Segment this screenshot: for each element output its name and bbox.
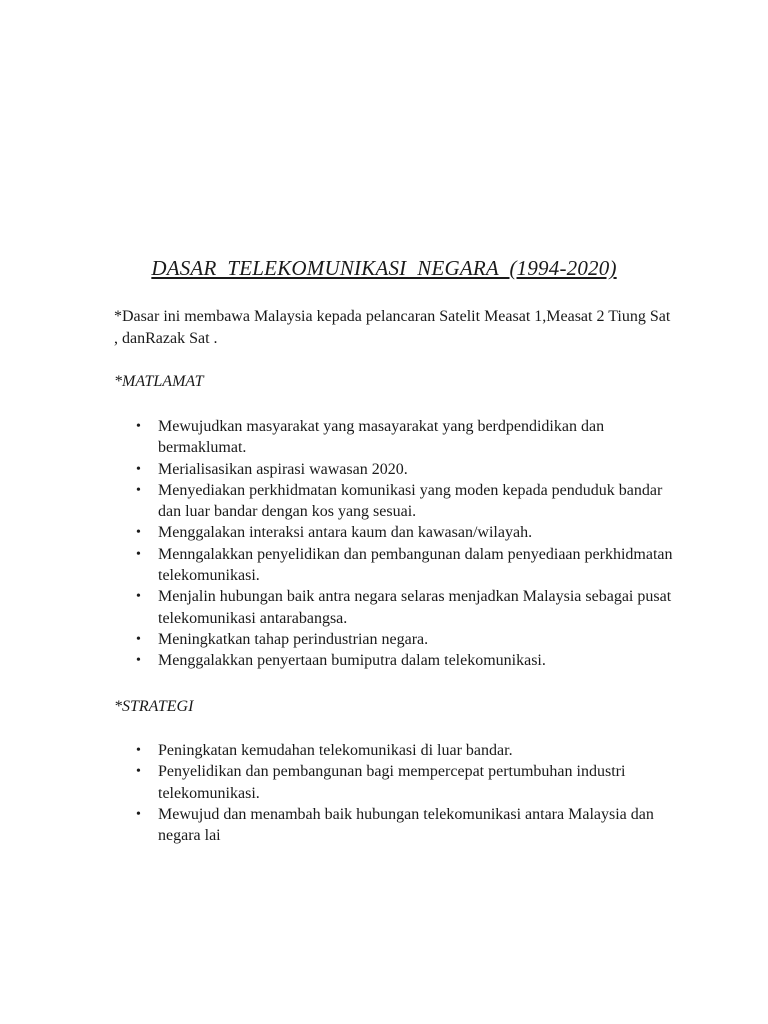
list-item [114, 650, 674, 671]
matlamat-heading: *MATLAMAT [114, 373, 204, 390]
list-item-text: Menggalakan interaksi antara kaum dan kawasan/wilayah. [158, 524, 533, 542]
bullet-icon: • [136, 653, 141, 669]
matlamat-list [114, 416, 674, 672]
list-item-text: Mewujudkan masyarakat yang masayarakat yang berdpendidikan dan bermaklumat. [158, 418, 605, 457]
list-item [114, 544, 674, 587]
bullet-icon: • [136, 743, 141, 758]
list-item-text: Menjalin hubungan baik antra negara selaras menjadkan Malaysia sebagai pusat telekomunikasi antarabangsa. [158, 588, 672, 627]
list-item [114, 416, 674, 459]
list-item-text: Menggalakkan penyertaan bumiputra dalam telekomunikasi. [158, 652, 546, 670]
strategi-list [114, 740, 674, 846]
list-item-text: Peningkatan kemudahan telekomunikasi di luar bandar. [158, 742, 513, 759]
list-item [114, 522, 674, 543]
list-item [114, 480, 674, 523]
bullet-icon: • [136, 631, 141, 647]
list-item-text: Mewujud dan menambah baik hubungan telekomunikasi antara Malaysia dan negara lai [158, 805, 654, 845]
list-item-text: Menngalakkan penyelidikan dan pembangunan dalam penyediaan perkhidmatan telekomunikasi. [158, 545, 673, 585]
bullet-icon: • [136, 589, 141, 605]
list-item [114, 629, 674, 650]
list-item-text: Menyediakan perkhidmatan komunikasi yang moden kepada penduduk bandar dan luar bandar dengan kos yang sesuai. [158, 481, 663, 521]
bullet-icon: • [136, 525, 141, 541]
bullet-icon: • [136, 461, 141, 477]
list-item [114, 586, 674, 629]
list-item [114, 459, 674, 480]
intro-paragraph: *Dasar ini membawa Malaysia kepada pelancaran Satelit Measat 1,Measat 2 Tiung Sat , danRazak Sat . [114, 308, 671, 347]
list-item-text: Penyelidikan dan pembangunan bagi mempercepat pertumbuhan industri telekomunikasi. [158, 763, 626, 802]
bullet-icon: • [136, 806, 141, 822]
bullet-icon: • [136, 764, 141, 780]
bullet-icon: • [136, 419, 141, 434]
list-item-text: Merialisasikan aspirasi wawasan 2020. [158, 460, 408, 478]
strategi-heading: *STRATEGI [114, 698, 194, 715]
list-item [114, 740, 674, 761]
list-item [114, 761, 674, 804]
list-item [114, 804, 674, 847]
list-item-text: Meningkatkan tahap perindustrian negara. [158, 630, 429, 648]
bullet-icon: • [136, 546, 141, 562]
document-title: DASAR TELEKOMUNIKASI NEGARA (1994-2020) [151, 256, 617, 280]
bullet-icon: • [136, 482, 141, 498]
